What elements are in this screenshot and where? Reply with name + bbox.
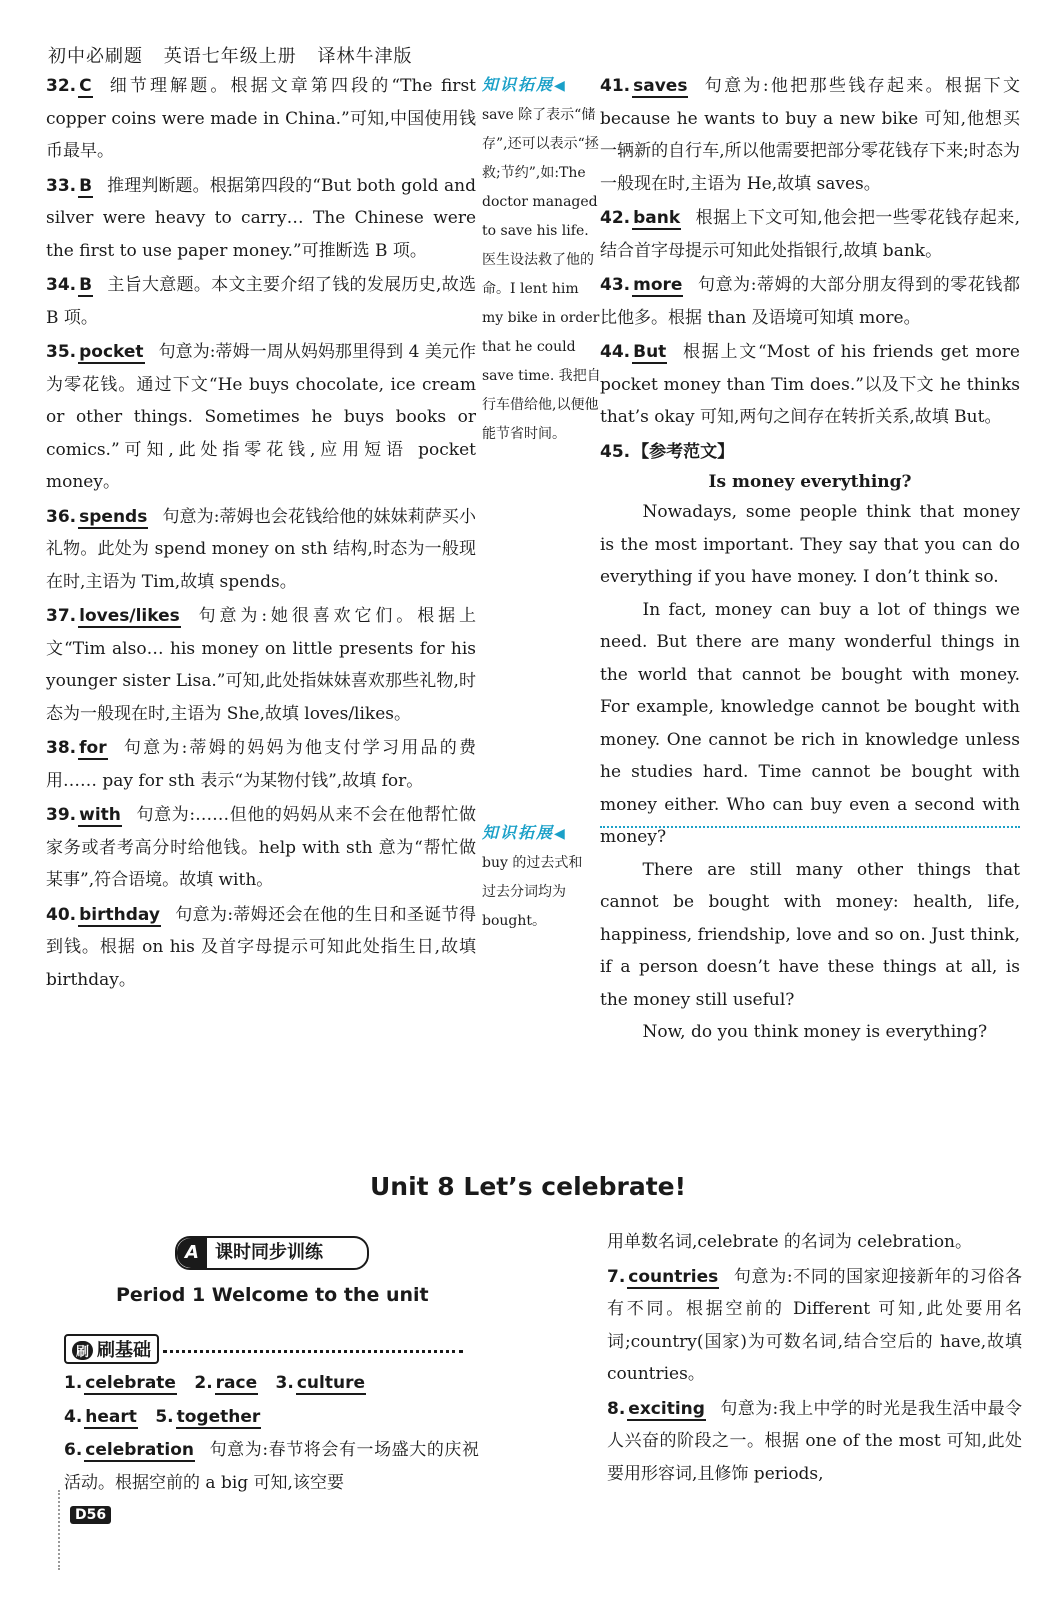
essay-heading: 45. 【参考范文】 [600, 441, 735, 462]
dotted-divider [163, 1350, 463, 1353]
header-edition: 译林牛津版 [317, 46, 413, 67]
running-header [48, 42, 426, 68]
answer-key: for [79, 738, 107, 758]
lower-right-column [607, 1226, 1022, 1492]
explanation: 句意为:蒂姆的妈妈为他支付学习用品的费用…… pay for sth 表示“为某物付钱”,故填 for。 [46, 738, 476, 791]
explanation: 句意为:蒂姆一周从妈妈那里得到 4 美元作为零花钱。通过下文“He buys chocolate, ice cream or other things. Sometimes he buys books or comics.”可知,此处指零花钱,应用短语 pocket money。 [46, 342, 476, 492]
answer-item: 35. pocket 句意为:蒂姆一周从妈妈那里得到 4 美元作为零花钱。通过下文“He buys chocolate, ice cream or other things. Sometimes he buys books or comics.”可知,此处指零花钱,应用短语 pocket money。 [46, 342, 476, 492]
answer-item: 42. bank 根据上下文可知,他会把一些零花钱存起来,结合首字母提示可知此处指银行,故填 bank。 [600, 208, 1020, 261]
explanation: 句意为:……但他的妈妈从来不会在他帮忙做家务或者考高分时给他钱。help with sth 意为“帮忙做某事”,符合语境。故填 with。 [46, 805, 476, 890]
answer-row: 4. heart 5. together [64, 1407, 261, 1427]
answer-key: birthday [79, 904, 160, 925]
answer-key: pocket [79, 342, 144, 362]
header-series: 初中必刷题 [48, 46, 143, 67]
answer-item: 7. countries 句意为:不同的国家迎接新年的习俗各有不同。根据空前的 Different 可知,此处要用名词;country(国家)为可数名词,结合空后的 have,故填 countries。 [607, 1266, 1022, 1384]
continued-text: 用单数名词,celebrate 的名词为 celebration。 [607, 1232, 973, 1252]
answer-key: But [633, 342, 667, 362]
answer-key: celebration [85, 1440, 195, 1460]
explanation: 句意为:蒂姆的大部分朋友得到的零花钱都比他多。根据 than 及语境可知填 more。 [600, 275, 1020, 328]
lower-left-column [64, 1366, 479, 1501]
answer-key: countries [628, 1266, 719, 1287]
knowledge-text: buy 的过去式和过去分词均为 bought。 [482, 855, 583, 929]
answer-item: 38. for 句意为:蒂姆的妈妈为他支付学习用品的费用…… pay for sth 表示“为某物付钱”,故填 for。 [46, 738, 476, 791]
answer-key: B [79, 175, 93, 196]
left-column [46, 70, 476, 998]
explanation: 句意为:蒂姆还会在他的生日和圣诞节得到钱。根据 on his 及首字母提示可知此处指生日,故填 birthday。 [46, 904, 476, 990]
explanation: 句意为:不同的国家迎接新年的习俗各有不同。根据空前的 Different 可知,此处要用名词;country(国家)为可数名词,结合空后的 have,故填 countries。 [607, 1266, 1022, 1384]
answer-item: 37. loves/likes 句意为:她很喜欢它们。根据上文“Tim also… his money on little presents for his younger sister Lisa.”可知,此处指妹妹喜欢那些礼物,时态为一般现在时,主语为 She,故填 loves/likes。 [46, 606, 476, 724]
knowledge-note [482, 818, 592, 936]
section-text: 课时同步训练 [215, 1242, 323, 1263]
period-title: Period 1 Welcome to the unit [116, 1284, 429, 1306]
answer-key: B [79, 275, 93, 295]
answer-item: 6. celebration 句意为:春节将会有一场盛大的庆祝活动。根据空前的 a big 可知,该空要 [64, 1440, 479, 1493]
answer-item: 39. with 句意为:……但他的妈妈从来不会在他帮忙做家务或者考高分时给他钱。help with sth 意为“帮忙做某事”,符合语境。故填 with。 [46, 805, 476, 890]
explanation: 细节理解题。根据文章第四段的“The first copper coins were made in China.”可知,中国使用钱币最早。 [46, 76, 476, 161]
answer-item: 41. saves 句意为:他把那些钱存起来。根据下文 because he wants to buy a new bike 可知,他想买一辆新的自行车,所以他需要把部分零花钱存下来;时态为一般现在时,主语为 He,故填 saves。 [600, 76, 1020, 194]
section-letter: A [177, 1238, 207, 1268]
answer-key: exciting [628, 1398, 705, 1419]
basic-tag [64, 1334, 159, 1364]
right-column [600, 70, 1020, 1049]
essay-paragraph: Now, do you think money is everything? [642, 1022, 988, 1042]
answer-key: race [215, 1373, 258, 1393]
explanation: 句意为:春节将会有一场盛大的庆祝活动。根据空前的 a big 可知,该空要 [64, 1440, 479, 1493]
answer-key: with [79, 805, 121, 825]
answer-key: spends [79, 506, 148, 527]
brush-icon: 刷 [72, 1341, 93, 1360]
answer-item: 36. spends 句意为:蒂姆也会花钱给他的妹妹莉萨买小礼物。此处为 spend money on sth 结构,时态为一般现在时,主语为 Tim,故填 spends。 [46, 506, 476, 592]
answer-key: heart [85, 1407, 137, 1427]
explanation: 句意为:她很喜欢它们。根据上文“Tim also… his money on little presents for his younger sister Lisa.”可知,此处指妹妹喜欢那些礼物,时态为一般现在时,主语为 She,故填 loves/likes。 [46, 606, 476, 724]
unit-title: Unit 8 Let’s celebrate! [369, 1172, 687, 1201]
knowledge-title: 知识拓展 [482, 75, 555, 94]
basic-practice-header [64, 1334, 482, 1364]
section-badge [175, 1236, 369, 1270]
arrow-left-icon: ◀ [554, 826, 565, 842]
explanation: 句意为:他把那些钱存起来。根据下文 because he wants to buy a new bike 可知,他想买一辆新的自行车,所以他需要把部分零花钱存下来;时态为一般现在时,主语为 He,故填 saves。 [600, 76, 1020, 194]
knowledge-title: 知识拓展 [482, 823, 555, 842]
answer-row: 1. celebrate 2. race 3. culture [64, 1373, 365, 1393]
answer-item: 33. B 推理判断题。根据第四段的“But both gold and silver were heavy to carry… The Chinese were the first to use paper money.”可推断选 B 项。 [46, 175, 476, 261]
answer-key: celebrate [85, 1373, 176, 1393]
answer-item: 8. exciting 句意为:我上中学的时光是我生活中最令人兴奋的阶段之一。根据 one of the most 可知,此处要用形容词,且修饰 periods, [607, 1398, 1022, 1484]
essay-paragraph: There are still many other things that cannot be bought with money: health, life, happiness, friendship, love and so on. Just think, if a person doesn’t have these things at all, is the money still useful? [600, 859, 1020, 1010]
margin-dotted-line [58, 1490, 62, 1570]
explanation: 主旨大意题。本文主要介绍了钱的发展历史,故选 B 项。 [46, 275, 476, 328]
header-subject: 英语七年级上册 [163, 46, 297, 67]
page-number: D56 [70, 1506, 111, 1524]
essay-paragraph: Nowadays, some people think that money is the most important. They say that you can do everything if you have money. I don’t think so. [600, 502, 1020, 587]
answer-item: 32. C 细节理解题。根据文章第四段的“The first copper coins were made in China.”可知,中国使用钱币最早。 [46, 76, 476, 161]
answer-key: C [79, 76, 92, 96]
answer-item: 43. more 句意为:蒂姆的大部分朋友得到的零花钱都比他多。根据 than 及语境可知填 more。 [600, 275, 1020, 328]
answer-key: together [176, 1407, 261, 1427]
arrow-left-icon: ◀ [554, 78, 565, 94]
knowledge-text: save 除了表示“储存”,还可以表示“拯救;节约”,如:The doctor managed to save his life. 医生设法救了他的命。I lent him my bike in order that he could save time. 我把自行车借给他,以便他能节省时间。 [482, 107, 601, 442]
answer-item: 34. B 主旨大意题。本文主要介绍了钱的发展历史,故选 B 项。 [46, 275, 476, 328]
answer-key: culture [296, 1373, 365, 1393]
essay-title: Is money everything? [708, 472, 912, 492]
essay-label: 【参考范文】 [632, 441, 735, 462]
answer-key: more [633, 275, 683, 295]
answer-key: bank [633, 208, 681, 228]
explanation: 根据上下文可知,他会把一些零花钱存起来,结合首字母提示可知此处指银行,故填 bank。 [600, 208, 1020, 261]
explanation: 推理判断题。根据第四段的“But both gold and silver were heavy to carry… The Chinese were the first to use paper money.”可推断选 B 项。 [46, 175, 476, 261]
basic-tag-label: 刷基础 [97, 1340, 152, 1361]
knowledge-note [482, 70, 602, 449]
answer-key: saves [633, 76, 688, 96]
essay-paragraph: In fact, money can buy a lot of things we need. But there are many wonderful things in the world that cannot be bought with money. For example, knowledge cannot be bought with money. One cannot be rich in knowledge unless he studies hard. Time cannot be bought with money either. Who can buy even a second with money? [600, 599, 1020, 847]
explanation: 根据上文“Most of his friends get more pocket money than Tim does.”以及下文 he thinks that’s okay 可知,两句之间存在转折关系,故填 But。 [600, 342, 1020, 427]
explanation: 句意为:蒂姆也会花钱给他的妹妹莉萨买小礼物。此处为 spend money on sth 结构,时态为一般现在时,主语为 Tim,故填 spends。 [46, 506, 476, 592]
answer-item: 44. But 根据上文“Most of his friends get more pocket money than Tim does.”以及下文 he thinks that’s okay 可知,两句之间存在转折关系,故填 But。 [600, 342, 1020, 427]
explanation: 句意为:我上中学的时光是我生活中最令人兴奋的阶段之一。根据 one of the most 可知,此处要用形容词,且修饰 periods, [607, 1398, 1022, 1484]
answer-key: loves/likes [79, 606, 180, 626]
answer-item: 40. birthday 句意为:蒂姆还会在他的生日和圣诞节得到钱。根据 on his 及首字母提示可知此处指生日,故填 birthday。 [46, 904, 476, 990]
side-notes [482, 70, 602, 929]
